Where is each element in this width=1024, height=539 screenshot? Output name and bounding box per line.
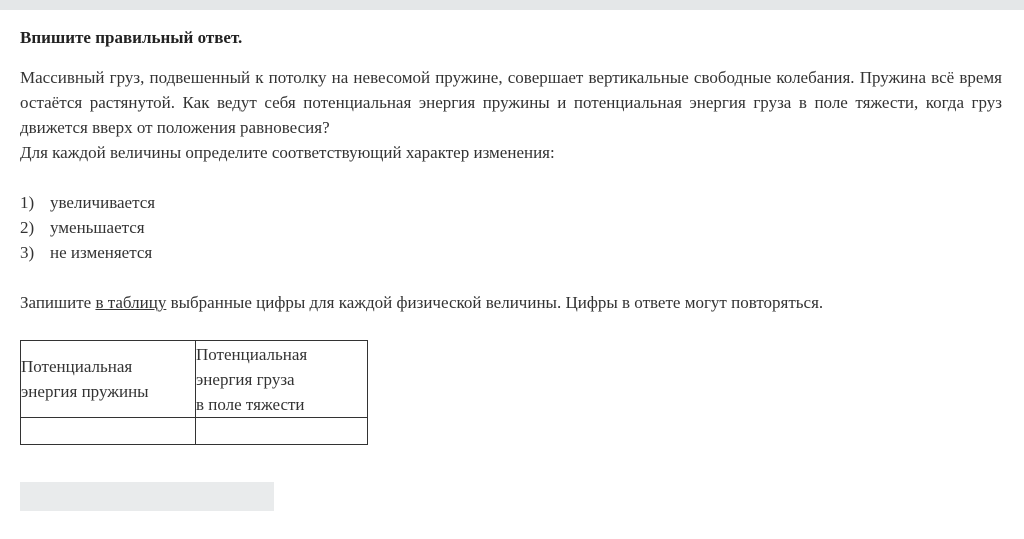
answer-table-header-row (21, 341, 368, 418)
answer-input-spring[interactable] (21, 418, 195, 444)
option-item (20, 190, 1002, 215)
task-prefix: Запишите (20, 293, 96, 312)
header-spring-energy (21, 341, 196, 418)
top-bar (0, 0, 1024, 10)
question-paragraph: Массивный груз, подвешенный к потолку на невесомой пружине, совершает вертикальные свободные колебания. Пружина всё время остаётся растянутой. Как ведут себя потенциальная энергия пружины и потенциальная энергия груза в поле тяжести, когда груз движется вверх от положения равновесия? (20, 68, 1002, 137)
option-number: 1) (20, 193, 35, 212)
answer-table-input-row (21, 418, 368, 445)
table-link[interactable]: в таблицу (95, 293, 167, 312)
option-text: не изменяется (50, 243, 153, 262)
header-line: Потенциальная (21, 357, 133, 376)
submit-button[interactable] (20, 482, 274, 511)
instruction-heading: Впишите правильный ответ. (20, 28, 243, 47)
option-item (20, 240, 1002, 265)
header-line: энергия груза (196, 369, 295, 389)
answer-cell-load (196, 418, 368, 445)
header-load-energy (196, 341, 368, 418)
option-number: 3) (20, 243, 35, 262)
option-text: увеличивается (50, 193, 156, 212)
answer-input-load[interactable] (196, 418, 367, 444)
option-number: 2) (20, 218, 35, 237)
task-text (20, 290, 1002, 315)
header-line: Потенциальная (196, 344, 308, 364)
question-content (20, 25, 1002, 315)
header-line: в поле тяжести (196, 394, 305, 414)
option-item (20, 215, 1002, 240)
question-paragraph-2: Для каждой величины определите соответствующий характер изменения: (20, 143, 555, 162)
options-list (20, 190, 1002, 265)
answer-cell-spring (21, 418, 196, 445)
header-line: энергия пружины (21, 382, 149, 401)
answer-table (20, 340, 368, 445)
option-text: уменьшается (50, 218, 145, 237)
task-suffix: выбранные цифры для каждой физической величины. Цифры в ответе могут повторяться. (166, 293, 824, 312)
